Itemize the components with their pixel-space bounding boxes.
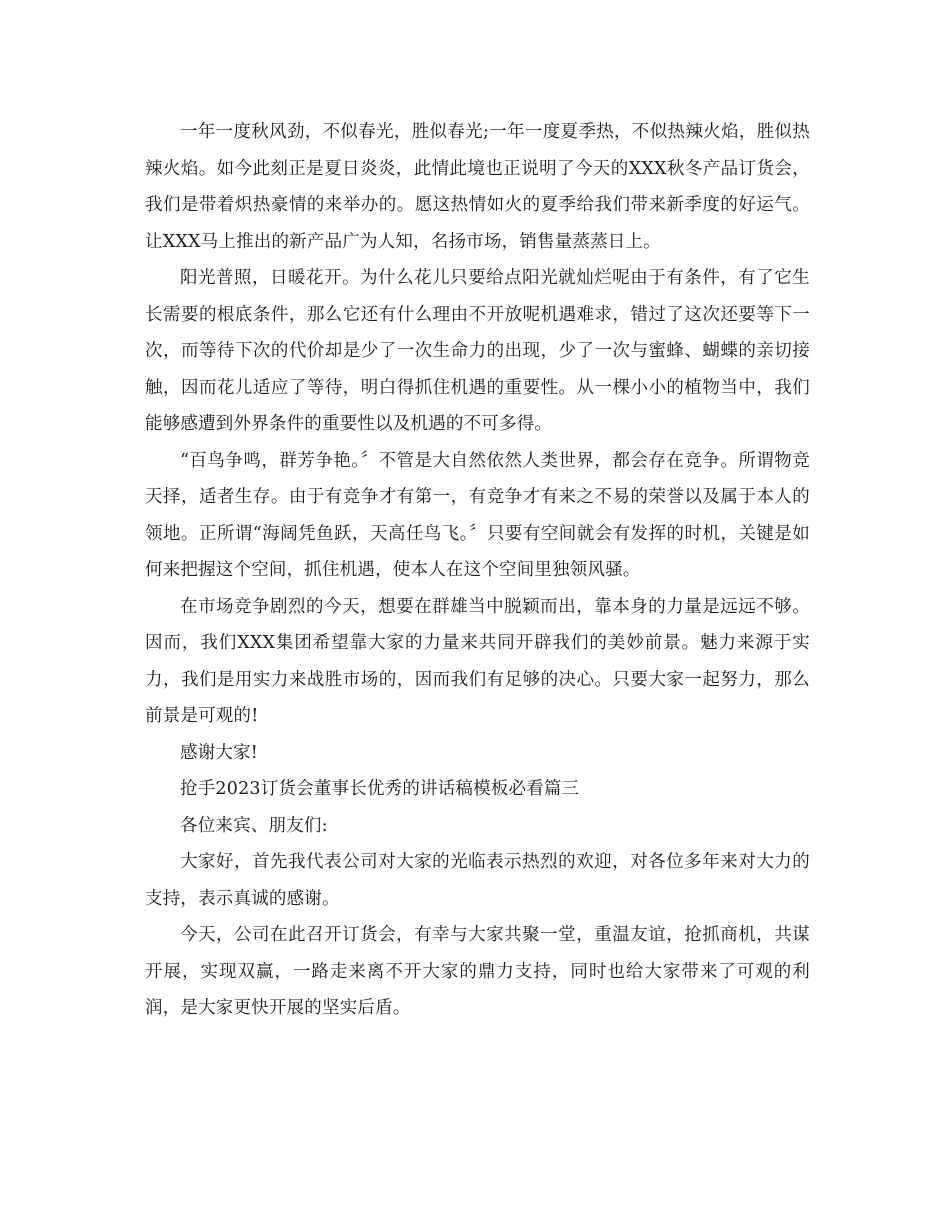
paragraph-sunshine-flowers: 阳光普照，日暖花开。为什么花儿只要给点阳光就灿烂呢由于有条件，有了它生长需要的根底条件，那么它还有什么理由不开放呢机遇难求，错过了这次还要等下一次，而等待下次的代价却是少了一次生命力的出现，少了一次与蜜蜂、蝴蝶的亲切接触，因而花儿适应了等待，明白得抓住机遇的重要性。从一棵小小的植物当中，我们能够感遭到外界条件的重要性以及机遇的不可多得。: [145, 268, 810, 434]
document-body: [145, 114, 810, 1027]
section-heading: 抢手2023订货会董事长优秀的讲话稿模板必看篇三: [180, 779, 580, 799]
paragraph-competition: “百鸟争鸣，群芳争艳。〞不管是大自然依然人类世界，都会存在竞争。所谓物竞天择，适者生存。由于有竞争才有第一，有竞争才有来之不易的荣誉以及属于本人的领地。正所谓“海阔凭鱼跃，天高任鸟飞。〞只要有空间就会有发挥的时机，关键是如何来把握这个空间，抓住机遇，使本人在这个空间里独领风骚。: [145, 450, 810, 580]
paragraph-welcome: 大家好，首先我代表公司对大家的光临表示热烈的欢迎，对各位多年来对大力的支持，表示真诚的感谢。: [145, 852, 810, 909]
paragraph-thanks: 感谢大家!: [180, 742, 259, 763]
paragraph-market-competition: 在市场竞争剧烈的今天，想要在群雄当中脱颖而出，靠本身的力量是远远不够。因而，我们XXX集团希望靠大家的力量来共同开辟我们的美妙前景。魅力来源于实力，我们是用实力来战胜市场的，因而我们有足够的决心。只要大家一起努力，那么前景是可观的!: [145, 596, 810, 726]
paragraph-salutation: 各位来宾、朋友们:: [180, 815, 328, 836]
paragraph-autumn-summer: 一年一度秋风劲，不似春光，胜似春光;一年一度夏季热，不似热辣火焰，胜似热辣火焰。如今此刻正是夏日炎炎，此情此境也正说明了今天的XXX秋冬产品订货会，我们是带着炽热豪情的来举办的。愿这热情如火的夏季给我们带来新季度的好运气。让XXX马上推出的新产品广为人知，名扬市场，销售量蒸蒸日上。: [145, 122, 810, 252]
paragraph-conference: 今天，公司在此召开订货会，有幸与大家共聚一堂，重温友谊，抢抓商机，共谋开展，实现双赢，一路走来离不开大家的鼎力支持，同时也给大家带来了可观的利润，是大家更快开展的坚实后盾。: [145, 925, 810, 1018]
